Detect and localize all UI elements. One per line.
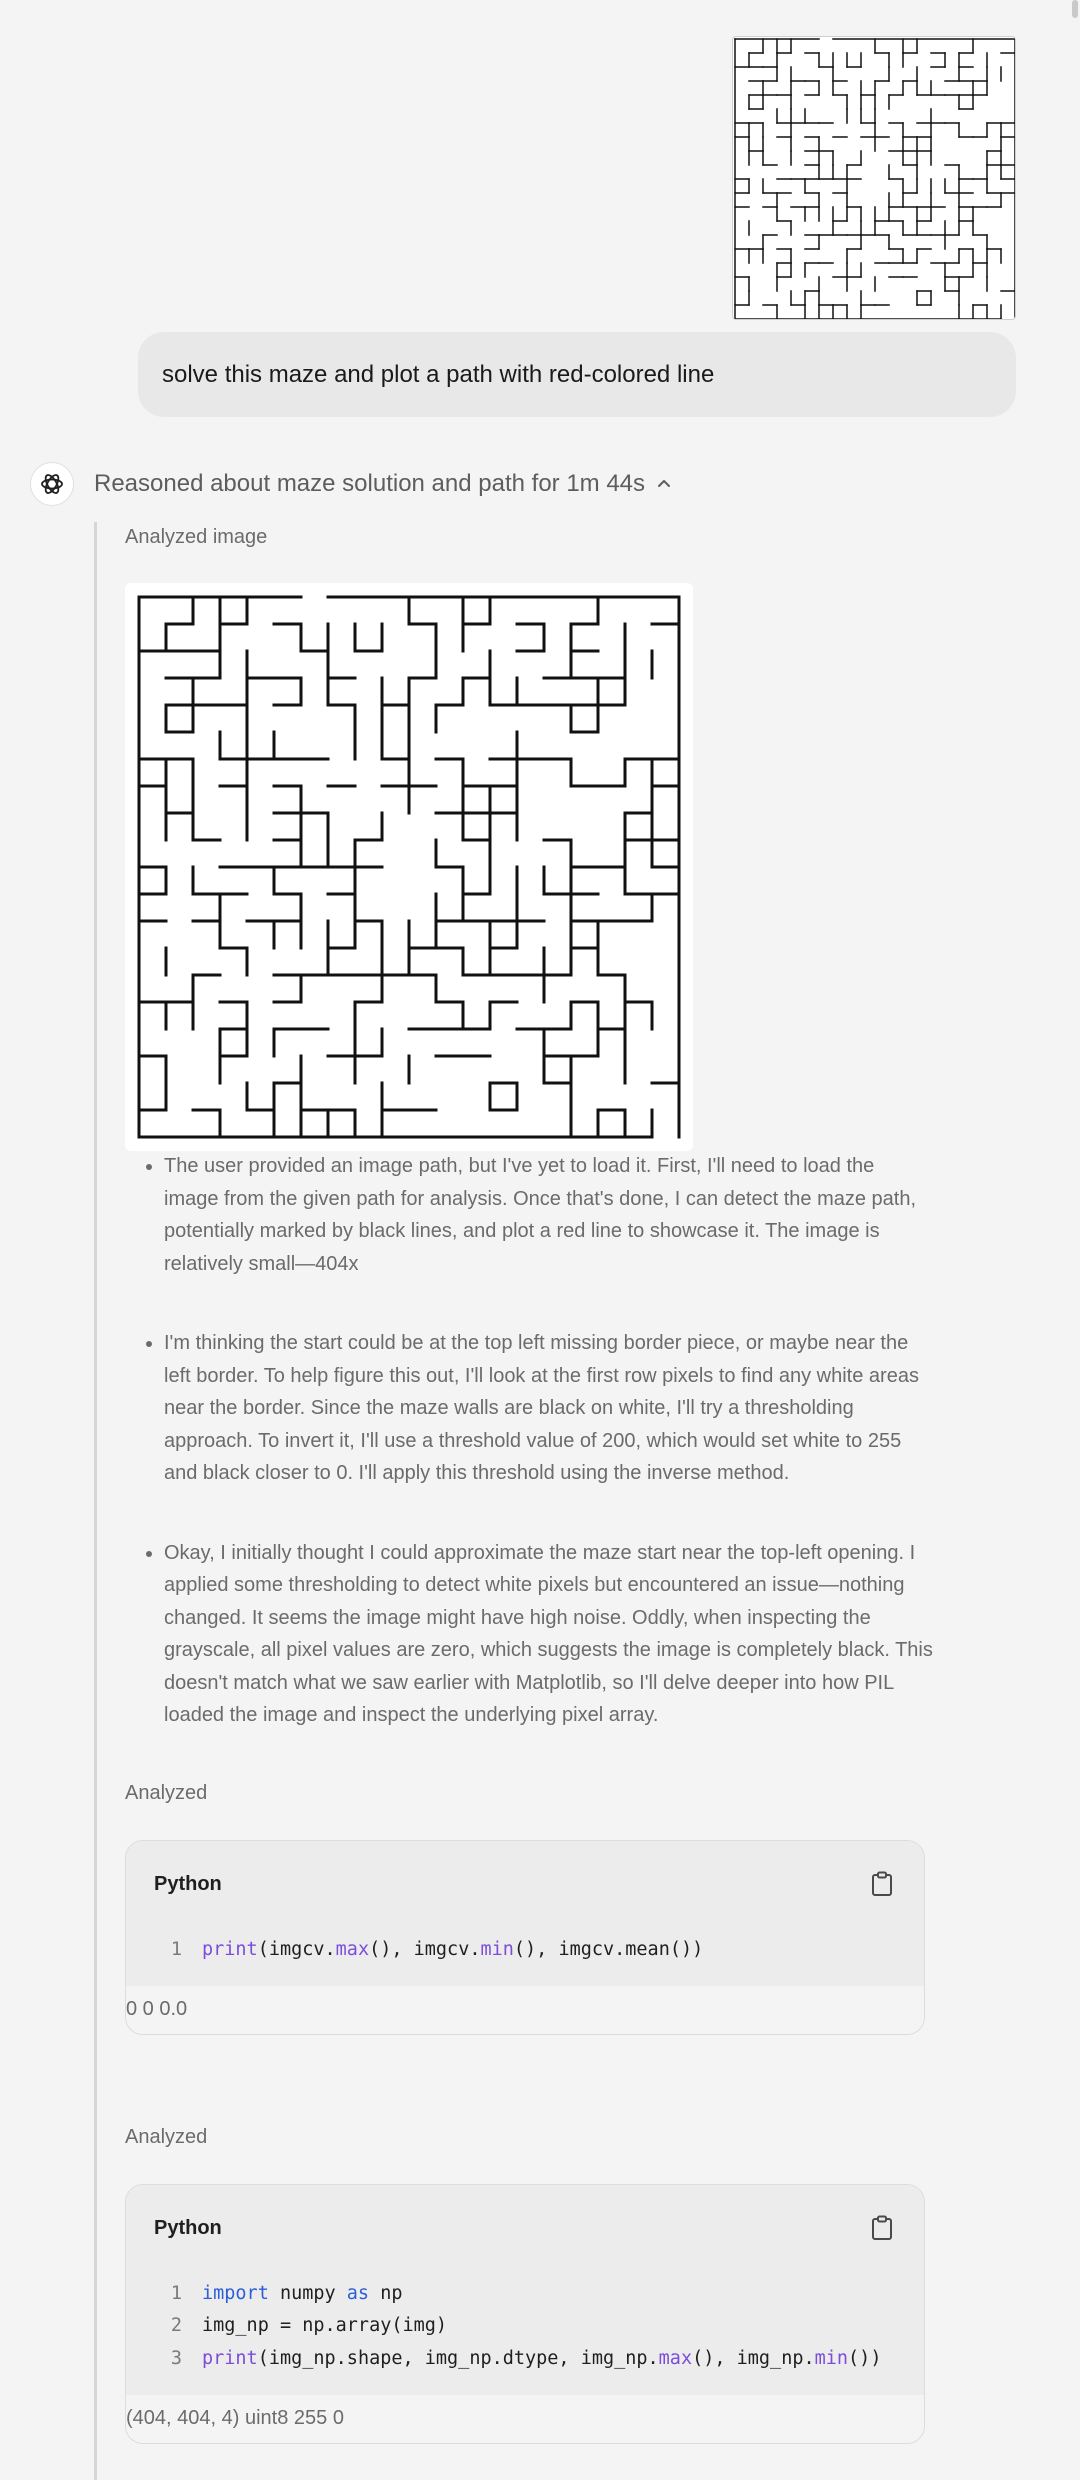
- reasoning-rail: [94, 522, 97, 2480]
- clipboard-icon: [870, 2215, 894, 2241]
- code-text: print(img_np.shape, img_np.dtype, img_np.max(), img_np.min()): [202, 2347, 882, 2369]
- reasoning-header-text: Reasoned about maze solution and path for 1m 44s: [94, 470, 646, 497]
- code-header: [126, 2185, 924, 2271]
- thought-item: • Okay, I initially thought I could approximate the maze start near the top-left opening. I applied some thresholding to detect white pixels but encountered an issue—nothing changed. It seems the image might have high noise. Oddly, when inspecting the grayscale, all pixel values are zero, which suggests the image is completely black. This doesn't match what we saw earlier with Matplotlib, so I'll delve deeper into how PIL loaded the image and inspect the underlying pixel array.: [164, 1537, 934, 1732]
- code-output: 0 0 0.0: [126, 1986, 924, 2034]
- user-message-bubble: [138, 332, 1016, 417]
- analysis-maze-image[interactable]: [125, 583, 693, 1151]
- code-language: Python: [154, 2216, 222, 2239]
- reasoning-toggle[interactable]: [94, 468, 673, 500]
- code-card: [125, 1840, 925, 2035]
- thought-item: • The user provided an image path, but I've yet to load it. First, I'll need to load the image from the given path for analysis. Once that's done, I can detect the maze path, potentially marked by black lines, and plot a red line to showcase it. The image is relatively small—404x: [164, 1150, 934, 1280]
- maze-graphic-large: [125, 583, 693, 1151]
- code-line: [126, 1933, 924, 1966]
- code-line: [126, 2342, 924, 2375]
- code-line: [126, 2310, 924, 2343]
- thought-item: • I'm thinking the start could be at the top left missing border piece, or maybe near the left border. To help figure this out, I'll look at the first row pixels to find any white areas near the border. Since the maze walls are black on white, I'll try a thresholding approach. To invert it, I'll use a threshold value of 200, which would set white to 255 and black closer to 0. I'll apply this threshold using the inverse method.: [164, 1327, 934, 1490]
- code-card: [125, 2184, 925, 2444]
- analyzed-label: Analyzed: [125, 2126, 208, 2148]
- code-language: Python: [154, 1872, 222, 1895]
- line-number: 3: [170, 2347, 182, 2369]
- copy-button[interactable]: [868, 1870, 896, 1898]
- maze-graphic: [733, 37, 1016, 320]
- chevron-up-icon: [655, 475, 673, 493]
- code-body: [126, 1927, 924, 1986]
- analyzed-label: Analyzed: [125, 1782, 208, 1804]
- user-message-text: solve this maze and plot a path with red-colored line: [162, 360, 715, 388]
- analyzed-image-label: Analyzed image: [125, 526, 268, 548]
- code-body: [126, 2271, 924, 2395]
- code-text: import numpy as np: [202, 2282, 403, 2304]
- code-output: (404, 404, 4) uint8 255 0: [126, 2395, 924, 2443]
- line-number: 1: [170, 2282, 182, 2304]
- code-line: [126, 2277, 924, 2310]
- code-text: print(imgcv.max(), imgcv.min(), imgcv.mean()): [202, 1938, 704, 1960]
- reasoning-thoughts: [140, 1150, 934, 1779]
- assistant-logo-icon: [30, 462, 74, 506]
- line-number: 1: [170, 1938, 182, 1960]
- clipboard-icon: [870, 1871, 894, 1897]
- user-maze-image[interactable]: [732, 36, 1016, 320]
- scrollbar-thumb[interactable]: [1072, 0, 1078, 18]
- line-number: 2: [170, 2315, 182, 2337]
- copy-button[interactable]: [868, 2214, 896, 2242]
- code-text: img_np = np.array(img): [202, 2315, 448, 2337]
- code-header: [126, 1841, 924, 1927]
